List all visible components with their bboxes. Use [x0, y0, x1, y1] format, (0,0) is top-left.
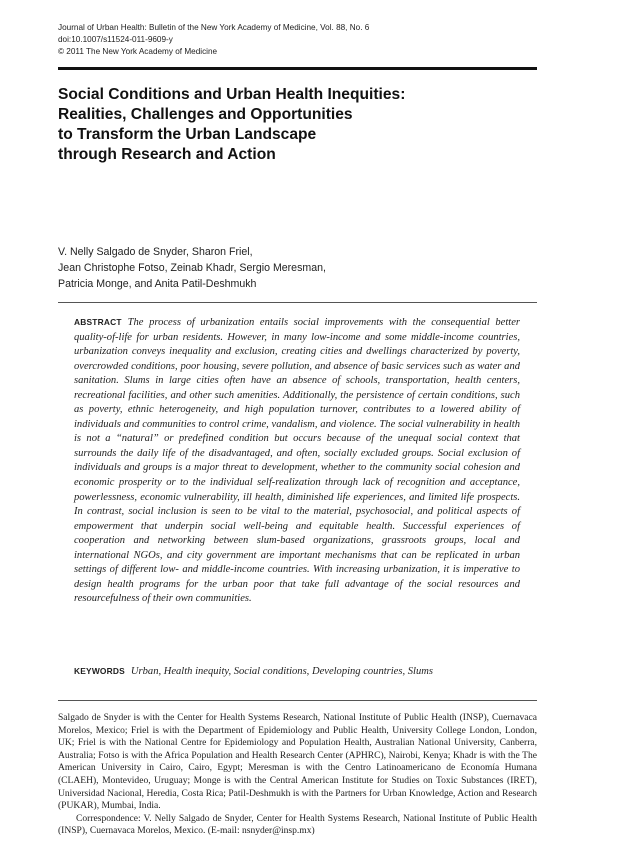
author-line: Jean Christophe Fotso, Zeinab Khadr, Sergio Meresman, [58, 262, 326, 275]
author-list [58, 244, 326, 293]
copyright: © 2011 The New York Academy of Medicine [58, 47, 218, 57]
journal-header [58, 22, 369, 59]
affiliation-text: Salgado de Snyder is with the Center for Health Systems Research, National Institute of Public Health (INSP), Cuernavaca Morelos, Mexico; Friel is with the Department of Epidemiology and Public Health, University College London, London, UK; Friel is with the National Centre for Epidemiology and Population Health, Australian National University, Canberra, Australia; Fotso is with the Africa Population and Health Research Center (APHRC), Nairobi, Kenya; Khadr is with the The American University in Cairo, Cairo, Egypt; Meresman is with the Centro Latinoamericano de Economía Humana (CLAEH), Montevideo, Uruguay; Monge is with the Central American Institute for Studies on Toxic Substances (IRET), Universidad Nacional, Heredia, Costa Rica; Patil-Deshmukh is with the Partners for Urban Knowledge, Action and Research (PUKAR), Mumbai, India. [58, 712, 537, 812]
affiliation-footnote [58, 712, 537, 838]
header-rule [58, 67, 537, 70]
title-line: through Research and Action [58, 146, 276, 163]
abstract-top-rule [58, 302, 537, 303]
footnote-rule [58, 700, 537, 701]
author-line: Patricia Monge, and Anita Patil-Deshmukh [58, 278, 257, 291]
author-line: V. Nelly Salgado de Snyder, Sharon Friel, [58, 246, 253, 258]
journal-citation: Journal of Urban Health: Bulletin of the New York Academy of Medicine, Vol. 88, No. 6 [58, 23, 370, 32]
article-title [58, 85, 537, 165]
keywords [74, 664, 520, 679]
keywords-text: Urban, Health inequity, Social conditions, Developing countries, Slums [130, 666, 433, 677]
correspondence: Correspondence: V. Nelly Salgado de Snyder, Center for Health Systems Research, National Institute of Public Health (INSP), Cuernavaca Morelos, Mexico. (E-mail: nsnyder@insp.mx) [58, 812, 537, 837]
doi: doi:10.1007/s11524-011-9609-y [58, 35, 173, 45]
title-line: Social Conditions and Urban Health Inequities: [58, 86, 406, 103]
keywords-label: KEYWORDS [74, 666, 125, 676]
title-line: Realities, Challenges and Opportunities [58, 106, 353, 123]
title-line: to Transform the Urban Landscape [58, 126, 317, 143]
abstract-label: ABSTRACT [74, 317, 122, 327]
abstract [74, 315, 520, 607]
abstract-text: The process of urbanization entails social improvements with the consequential better quality-of-life for urban residents. However, in many low-income and some middle-income countries, urbanization conveys inequality and exclusion, creating cities and dwellings characterized by poverty, overcrowded conditions, poor housing, severe pollution, and absence of basic services such as water and sanitation. Slums in large cities often have an absence of schools, transportation, health centers, recreational facilities, and other such amenities. Additionally, the persistence of certain conditions, such as poverty, ethnic heterogeneity, and high population turnover, contributes to a lowered ability of individuals and communities to control crime, vandalism, and violence. The social vulnerability in health is not a “natural” or predefined condition but occurs because of the unequal social context that surrounds the daily life of the disadvantaged, and often, socially excluded groups. Social exclusion of individuals and groups is a major threat to development, whether to the community social cohesion and economic prosperity or to the individual self-realization through lack of recognition and acceptance, powerlessness, economic vulnerability, ill health, diminished life experiences, and limited life prospects. In contrast, social inclusion is seen to be vital to the material, psychosocial, and political aspects of empowerment that underpin social well-being and equitable health. Successful experiences of cooperation and networking between slum-based organizations, grassroots groups, local and international NGOs, and city government are important mechanisms that can be replicated in urban settings of different low- and middle-income countries. With increasing urbanization, it is imperative to design health programs for the urban poor that take full advantage of the social resources and resourcefulness of their own communities. [74, 317, 520, 605]
